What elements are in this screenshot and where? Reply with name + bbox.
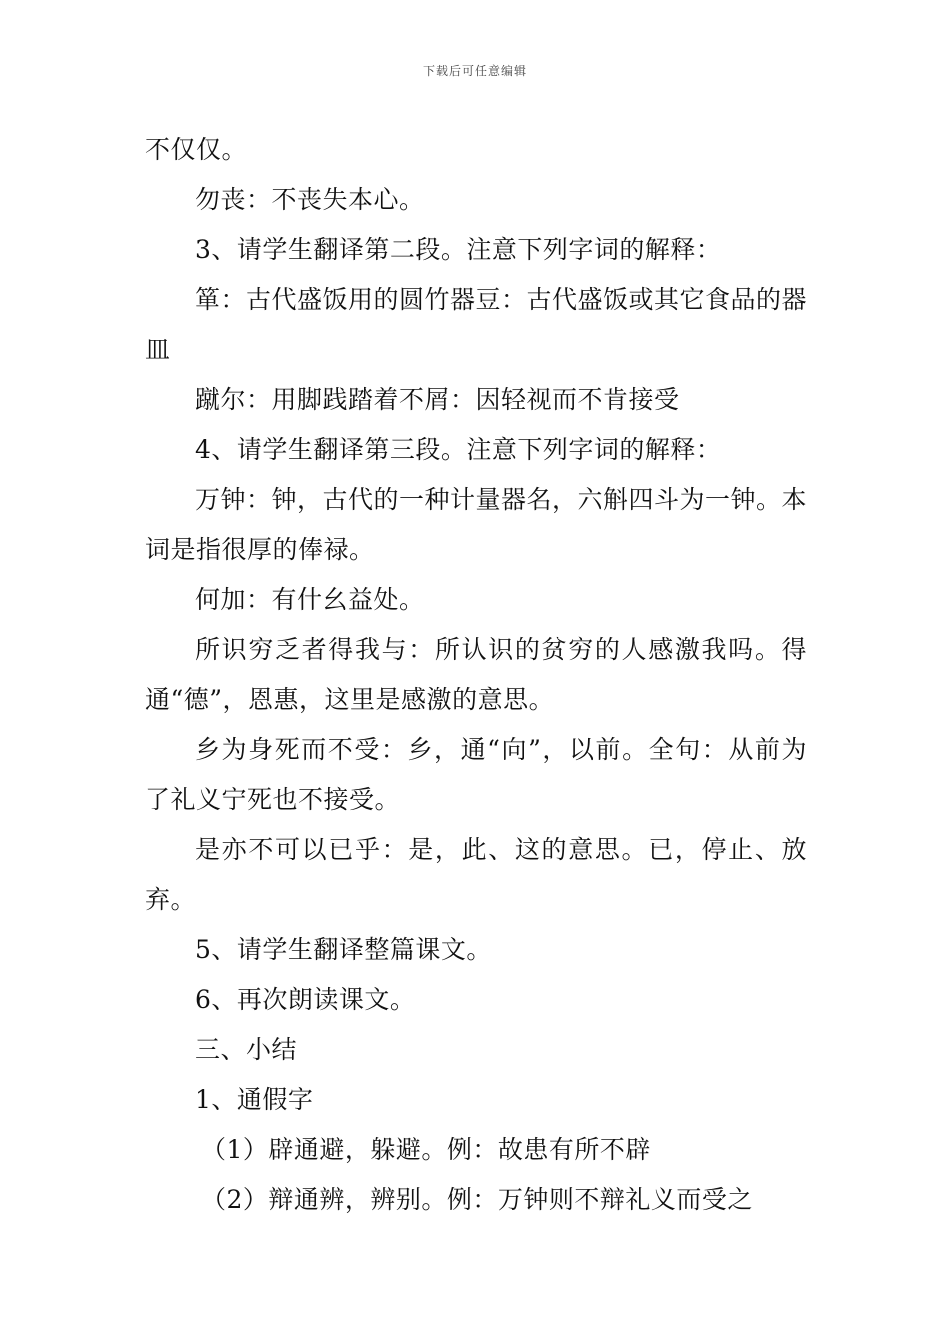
document-body [145, 125, 807, 1225]
paragraph: 万钟：钟，古代的一种计量器名，六斛四斗为一钟。本词是指很厚的俸禄。 [145, 485, 808, 564]
paragraph: 蹴尔：用脚践踏着不屑：因轻视而不肯接受 [195, 385, 680, 414]
paragraph: 3、请学生翻译第二段。注意下列字词的解释： [195, 235, 722, 264]
paragraph: 不仅仅。 [145, 135, 248, 164]
paragraph: 所识穷乏者得我与：所认识的贫穷的人感激我吗。得通“德”，恩惠，这里是感激的意思。 [145, 635, 807, 714]
paragraph: 是亦不可以已乎：是，此、这的意思。已，停止、放弃。 [145, 835, 807, 914]
paragraph: 勿丧：不丧失本心。 [195, 185, 425, 214]
paragraph: 何加：有什幺益处。 [195, 585, 425, 614]
section-heading: 三、小结 [195, 1035, 298, 1064]
list-item: （1）辟通避，躲避。例：故患有所不辟 [201, 1135, 651, 1164]
paragraph: 4、请学生翻译第三段。注意下列字词的解释： [195, 435, 722, 464]
list-item: （2）辩通辨，辨别。例：万钟则不辩礼义而受之 [201, 1185, 753, 1214]
paragraph: 5、请学生翻译整篇课文。 [195, 935, 492, 964]
paragraph: 箪：古代盛饭用的圆竹器豆：古代盛饭或其它食品的器皿 [145, 285, 808, 364]
paragraph: 1、通假字 [195, 1085, 314, 1114]
page-header: 下载后可任意编辑 [422, 64, 527, 78]
paragraph: 乡为身死而不受：乡，通“向”，以前。全句：从前为了礼义宁死也不接受。 [145, 735, 807, 814]
paragraph: 6、再次朗读课文。 [195, 985, 416, 1014]
